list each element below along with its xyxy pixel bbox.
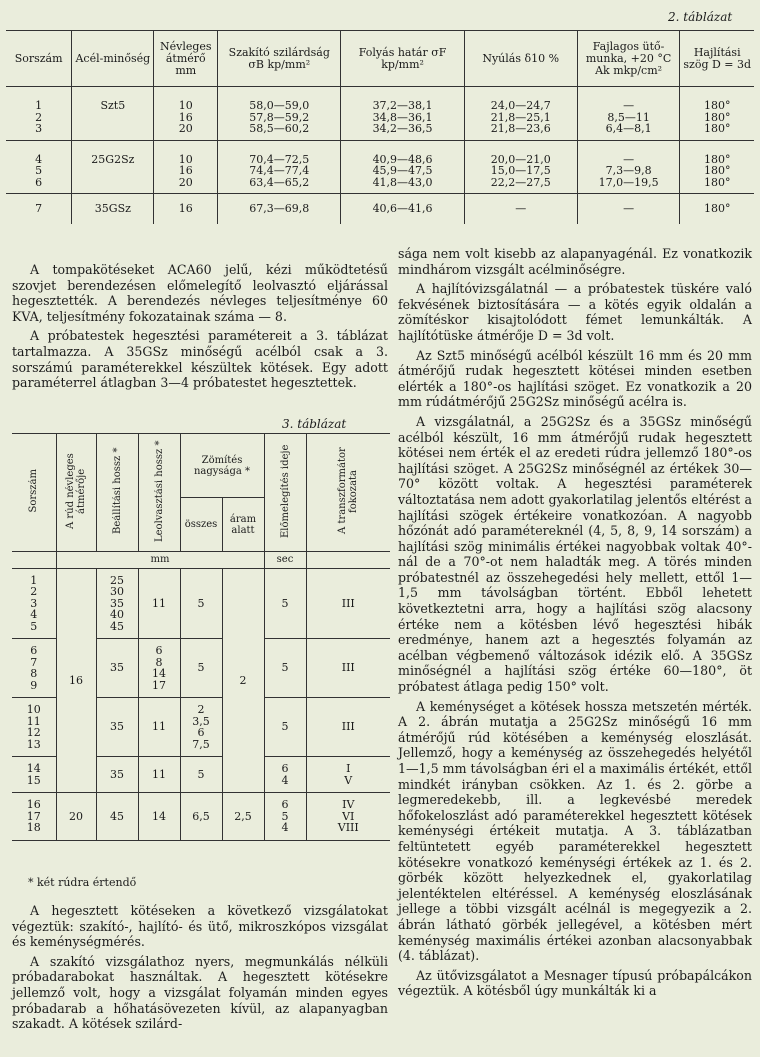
t3-sorszam: 13 bbox=[26, 737, 41, 751]
t3-beall: 35 bbox=[96, 698, 138, 757]
t3-transz-value: IV bbox=[342, 798, 355, 811]
t2-szakito: 74,4—77,4 bbox=[218, 165, 341, 177]
t3-elomeleg-value: 4 bbox=[281, 773, 289, 787]
t3-elomeleg: 5 bbox=[264, 639, 306, 698]
t2-nyulas: 20,0—21,0 bbox=[464, 140, 577, 165]
t3-sorszam: 15 bbox=[26, 773, 41, 787]
t3-sorszam-cell bbox=[12, 793, 56, 841]
t3-elomeleg bbox=[264, 793, 306, 841]
t2-nyulas: — bbox=[464, 194, 577, 224]
t2-szakito: 70,4—72,5 bbox=[218, 140, 341, 165]
paragraph: A hegesztett kötéseken a következő vizsgálatokat végeztük: szakító-, hajlító- és ütő, mikroszkópos vizsgálat és keménységmérés. bbox=[12, 903, 388, 950]
t3-leolv: 11 bbox=[138, 698, 180, 757]
t3-aram-25: 2,5 bbox=[222, 793, 264, 841]
t3-osszes-value: 2 bbox=[197, 703, 205, 716]
t3-transz-value: VI bbox=[342, 809, 355, 823]
t2-steel-grade: Szt5 bbox=[72, 87, 154, 141]
t2-hajlitasi: 180° bbox=[680, 87, 754, 112]
t3-sorszam-cell bbox=[12, 757, 56, 793]
t2-utomunka: — bbox=[577, 194, 680, 224]
table-row bbox=[6, 194, 754, 224]
t3-unit-mm: mm bbox=[56, 552, 264, 569]
left-column-bottom bbox=[12, 903, 388, 1036]
table2-caption: 2. táblázat bbox=[668, 10, 733, 24]
t2-folyas: 34,2—36,5 bbox=[341, 123, 464, 140]
t2-nyulas: 21,8—23,6 bbox=[464, 123, 577, 140]
t2-sorszam: 7 bbox=[35, 202, 43, 215]
t2-steel-grade: 35GSz bbox=[72, 194, 154, 224]
t2-sorszam: 6 bbox=[35, 175, 43, 189]
t2-atmero: 16 bbox=[154, 112, 218, 124]
t2-header-atmero: Névleges átmérő mm bbox=[154, 31, 218, 87]
t3-leolv-value: 8 bbox=[155, 655, 163, 669]
t2-utomunka: 7,3—9,8 bbox=[577, 165, 680, 177]
t2-hajlitasi: 180° bbox=[680, 123, 754, 140]
t3-sorszam: 10 bbox=[26, 703, 41, 716]
t3-beall-value: 40 bbox=[110, 608, 124, 621]
t3-elomeleg-value: 6 bbox=[281, 798, 289, 811]
t2-folyas: 37,2—38,1 bbox=[341, 87, 464, 112]
t2-atmero: 20 bbox=[154, 123, 218, 140]
t3-elomeleg-value: 6 bbox=[281, 762, 289, 775]
t2-szakito: 57,8—59,2 bbox=[218, 112, 341, 124]
t2-folyas: 45,9—47,5 bbox=[341, 165, 464, 177]
t2-utomunka: — bbox=[577, 87, 680, 112]
paragraph: Az ütővizsgálatot a Mesnager típusú próbapálcákon végeztük. A kötésből úgy munkálták ki a bbox=[398, 967, 752, 999]
t3-header-sorszam: Sorszám bbox=[28, 469, 40, 513]
t3-sorszam: 7 bbox=[30, 655, 38, 669]
t3-sorszam: 2 bbox=[30, 585, 38, 598]
t2-header-hajlitasi: Hajlítási szög D = 3d bbox=[680, 31, 754, 87]
t2-atmero: 16 bbox=[154, 194, 218, 224]
table-row bbox=[6, 140, 754, 165]
t2-nyulas: 24,0—24,7 bbox=[464, 87, 577, 112]
t3-osszes: 5 bbox=[180, 757, 222, 793]
t3-sorszam: 9 bbox=[30, 678, 38, 692]
t3-osszes: 5 bbox=[180, 568, 222, 639]
t3-leolv: 11 bbox=[138, 568, 180, 639]
t3-beall-value: 35 bbox=[110, 596, 124, 610]
table3 bbox=[12, 433, 390, 841]
t3-beall bbox=[96, 568, 138, 639]
t2-sorszam: 4 bbox=[35, 152, 43, 166]
paragraph: A szakító vizsgálathoz nyers, megmunkálás nélküli próbadarabokat használtak. A hegesztett kötésekre jellemző volt, hogy a vizsgálat folyamán minden egyes próbadarab a hőhatásövezeten kívül, az alapanyagban szakadt. A kötések szilárd- bbox=[12, 953, 388, 1032]
t2-szakito: 58,5—60,2 bbox=[218, 123, 341, 140]
t3-sorszam: 4 bbox=[30, 608, 38, 621]
t3-sorszam: 5 bbox=[30, 619, 38, 633]
t2-atmero: 20 bbox=[154, 177, 218, 194]
t3-beall: 45 bbox=[96, 793, 138, 841]
t3-transz-value: I bbox=[346, 762, 351, 775]
t3-header-zomites: Zömítés nagysága * bbox=[180, 434, 264, 498]
table3-footnote: * két rúdra értendő bbox=[28, 876, 137, 889]
t2-nyulas: 22,2—27,5 bbox=[464, 177, 577, 194]
t3-beall: 35 bbox=[96, 757, 138, 793]
t2-atmero: 16 bbox=[154, 165, 218, 177]
paragraph: A tompakötéseket ACA60 jelű, kézi működtetésű szovjet berendezésen előmelegítő leolvasztó eljárással hegesztették. A berendezés névleges teljesítménye 60 KVA, teljesítmény fokozatainak száma — 8. bbox=[12, 262, 388, 324]
t3-osszes-value: 3,5 bbox=[192, 714, 210, 728]
table-row bbox=[12, 568, 390, 639]
t2-utomunka: 17,0—19,5 bbox=[577, 177, 680, 194]
t2-folyas: 41,8—43,0 bbox=[341, 177, 464, 194]
t3-osszes: 6,5 bbox=[180, 793, 222, 841]
t3-beall-value: 25 bbox=[110, 573, 124, 587]
t3-elomeleg: 5 bbox=[264, 568, 306, 639]
t3-sorszam: 14 bbox=[26, 762, 41, 775]
t3-header-osszes: összes bbox=[180, 498, 222, 552]
t2-hajlitasi: 180° bbox=[680, 194, 754, 224]
paragraph: A hajlítóvizsgálatnál — a próbatestek tüskére való fekvésének biztosítására — a kötés egyik oldalán a zömítéskor kisajtolódott fémet lemunkálták. A hajlítótüske átmérője D = 3d volt. bbox=[398, 281, 752, 343]
t2-utomunka: 8,5—11 bbox=[577, 112, 680, 124]
t3-transz: III bbox=[306, 568, 390, 639]
t2-header-nyulas: Nyúlás δ10 % bbox=[464, 31, 577, 87]
t3-osszes: 5 bbox=[180, 639, 222, 698]
t3-sorszam-cell bbox=[12, 698, 56, 757]
right-column bbox=[398, 246, 752, 1003]
t3-header-leolv: Leolvasztási hossz * bbox=[138, 434, 180, 552]
t3-sorszam-cell bbox=[12, 568, 56, 639]
t2-szakito: 58,0—59,0 bbox=[218, 87, 341, 112]
t3-leolv: 11 bbox=[138, 757, 180, 793]
t3-leolv-value: 14 bbox=[152, 667, 166, 680]
t3-sorszam: 11 bbox=[26, 714, 41, 728]
t3-sorszam: 18 bbox=[26, 821, 41, 834]
t2-hajlitasi: 180° bbox=[680, 140, 754, 165]
t3-beall: 35 bbox=[96, 639, 138, 698]
t2-sorszam: 3 bbox=[35, 122, 43, 135]
t2-utomunka: — bbox=[577, 140, 680, 165]
t2-folyas: 34,8—36,1 bbox=[341, 112, 464, 124]
t3-header-beall: Beállítási hossz * bbox=[96, 434, 138, 552]
t2-szakito: 67,3—69,8 bbox=[218, 194, 341, 224]
t3-elomeleg-value: 5 bbox=[281, 809, 289, 823]
t3-beall-value: 30 bbox=[110, 585, 124, 598]
t3-sorszam: 3 bbox=[30, 596, 38, 610]
t3-aram-2: 2 bbox=[222, 568, 264, 793]
paragraph: Az Szt5 minőségű acélból készült 16 mm és 20 mm átmérőjű rudak hegesztett kötései minden esetben elérték a 180°-os hajlítási szöget. Ez vonatkozik a 20 mm rúdátmérőjű 25G2Sz minőségű acélra is. bbox=[398, 347, 752, 410]
t2-szakito: 63,4—65,2 bbox=[218, 177, 341, 194]
t3-transz: III bbox=[306, 639, 390, 698]
t3-osszes bbox=[180, 698, 222, 757]
t2-header-sorszam: Sorszám bbox=[14, 51, 63, 65]
t3-leolv bbox=[138, 639, 180, 698]
t2-nyulas: 15,0—17,5 bbox=[464, 165, 577, 177]
t3-leolv-value: 6 bbox=[155, 644, 163, 657]
t3-header-elomeleg: Előmelegítés ideje bbox=[264, 434, 306, 552]
t3-elomeleg bbox=[264, 757, 306, 793]
t2-header-szakito: Szakító szilárdság σB kp/mm² bbox=[218, 31, 341, 87]
table3-caption: 3. táblázat bbox=[282, 417, 347, 431]
table-row bbox=[6, 87, 754, 112]
t3-transz-value: V bbox=[344, 773, 353, 787]
t2-header-acel: Acél-minőség bbox=[72, 31, 154, 87]
t2-folyas: 40,9—48,6 bbox=[341, 140, 464, 165]
t3-osszes-value: 6 bbox=[197, 726, 205, 739]
t3-elomeleg: 5 bbox=[264, 698, 306, 757]
paragraph: A vizsgálatnál, a 25G2Sz és a 35GSz minőségű acélból készült, 16 mm átmérőjű rudak hegesztett kötései nem érték el az eredeti rúdra jellemző 180°-os hajlítási szöget. A 25G2Sz minőségnél az értékek 30—70° között voltak. A hegesztési paraméterek változtatása nem adott gyakorlatilag jelentős eltérést a hajlítási szögek értékeire vonatkozóan. A nagyobb hőzónát adó paramétereknél (4, 5, 8, 9, 14 sorszám) a hajlítási szög minimális értékei nagyobbak voltak 40°-nál de a 70°-ot nem haladták meg. A törés minden próbatestnél az összehegedési hely mellett, ettől 1—1,5 mm távolságban történt. Ebből lehetett következtetni arra, hogy a hajlítási szög alacsony értéke nem a kötésben lévő hegesztési hibák eredménye, hanem azt a hegesztés folyamán az acélban végbemenő változások idézik elő. A 35GSz minőségnél a hajlítási szög értéke 60—180°, öt próbatest átlaga pedig 150° volt. bbox=[398, 413, 752, 695]
left-column-top bbox=[12, 262, 388, 395]
t3-rud-20: 20 bbox=[56, 793, 96, 841]
t3-beall-value: 45 bbox=[110, 619, 124, 633]
t3-unit-sec: sec bbox=[264, 552, 306, 569]
t2-hajlitasi: 180° bbox=[680, 165, 754, 177]
t3-transz bbox=[306, 793, 390, 841]
t2-folyas: 40,6—41,6 bbox=[341, 194, 464, 224]
t3-sorszam: 12 bbox=[26, 726, 41, 739]
t3-rud-16: 16 bbox=[56, 568, 96, 793]
t3-leolv: 14 bbox=[138, 793, 180, 841]
t3-transz-value: VIII bbox=[337, 821, 359, 834]
t3-sorszam: 17 bbox=[26, 809, 41, 823]
t3-sorszam-cell bbox=[12, 639, 56, 698]
t3-elomeleg-value: 4 bbox=[281, 821, 289, 834]
t2-steel-grade: 25G2Sz bbox=[72, 140, 154, 194]
t3-header-transz: A transzformátor fokozata bbox=[306, 434, 390, 552]
paragraph: A keménységet a kötések hossza metszetén mérték. A 2. ábrán mutatja a 25G2Sz minőségű 16 mm átmérőjű rúd kötésében a keménység eloszlását. Jellemző, hogy a keménység az összehegedés helyétől 1—1,5 mm távolságban éri el a maximális értékét, ettől mindkét irányban csökken. Az 1. és 2. görbe a legmeredekebb, ill. a legkevésbé meredek hőfokeloszlást adó paraméterekkel hegesztett kötések keménységi értékeit mutatja. A 3. táblázatban feltüntetett egyéb paraméterekkel hegesztett kötésekre vonatkozó keménységi értékek az 1. és 2. görbék között helyezkednek el, gyakorlatilag jelentéktelen eltéréssel. A keménység eloszlásának jellege a többi vizsgált acélnál is megegyezik a 2. ábrán látható görbék jellegével, a kötésben mért keménység maximális értékei azonban alacsonyabbak (4. táblázat). bbox=[398, 698, 752, 964]
t3-transz bbox=[306, 757, 390, 793]
t2-nyulas: 21,8—25,1 bbox=[464, 112, 577, 124]
t3-transz: III bbox=[306, 698, 390, 757]
t2-sorszam: 1 bbox=[35, 99, 43, 112]
t2-utomunka: 6,4—8,1 bbox=[577, 123, 680, 140]
paragraph: A próbatestek hegesztési paramétereit a 3. táblázat tartalmazza. A 35GSz minőségű acélból csak a 3. sorszámú paraméterekkel készültek kötések. Egy adott paraméterrel átlagban 3—4 próbatestet hegesztettek. bbox=[12, 328, 388, 391]
table-row bbox=[12, 793, 390, 841]
t3-header-aram: áram alatt bbox=[222, 498, 264, 552]
t2-sorszam: 2 bbox=[35, 110, 43, 124]
t2-header-utomunka: Fajlagos ütő-munka, +20 °C Ak mkp/cm² bbox=[577, 31, 680, 87]
t2-hajlitasi: 180° bbox=[680, 177, 754, 194]
t2-hajlitasi: 180° bbox=[680, 112, 754, 124]
t3-sorszam: 6 bbox=[30, 644, 38, 657]
t3-header-rud: A rúd névleges átmérője bbox=[56, 434, 96, 552]
t2-sorszam: 5 bbox=[35, 164, 43, 177]
t3-sorszam: 1 bbox=[30, 573, 38, 587]
table2 bbox=[6, 30, 754, 224]
t3-leolv-value: 17 bbox=[152, 678, 166, 692]
t3-sorszam: 16 bbox=[26, 798, 41, 811]
t2-atmero: 10 bbox=[154, 87, 218, 112]
paragraph: sága nem volt kisebb az alapanyagénál. Ez vonatkozik mindhárom vizsgált acélminőségre. bbox=[398, 246, 752, 277]
t2-atmero: 10 bbox=[154, 140, 218, 165]
t3-sorszam: 8 bbox=[30, 667, 38, 680]
t2-header-folyas: Folyás határ σF kp/mm² bbox=[341, 31, 464, 87]
t3-osszes-value: 7,5 bbox=[192, 737, 210, 751]
